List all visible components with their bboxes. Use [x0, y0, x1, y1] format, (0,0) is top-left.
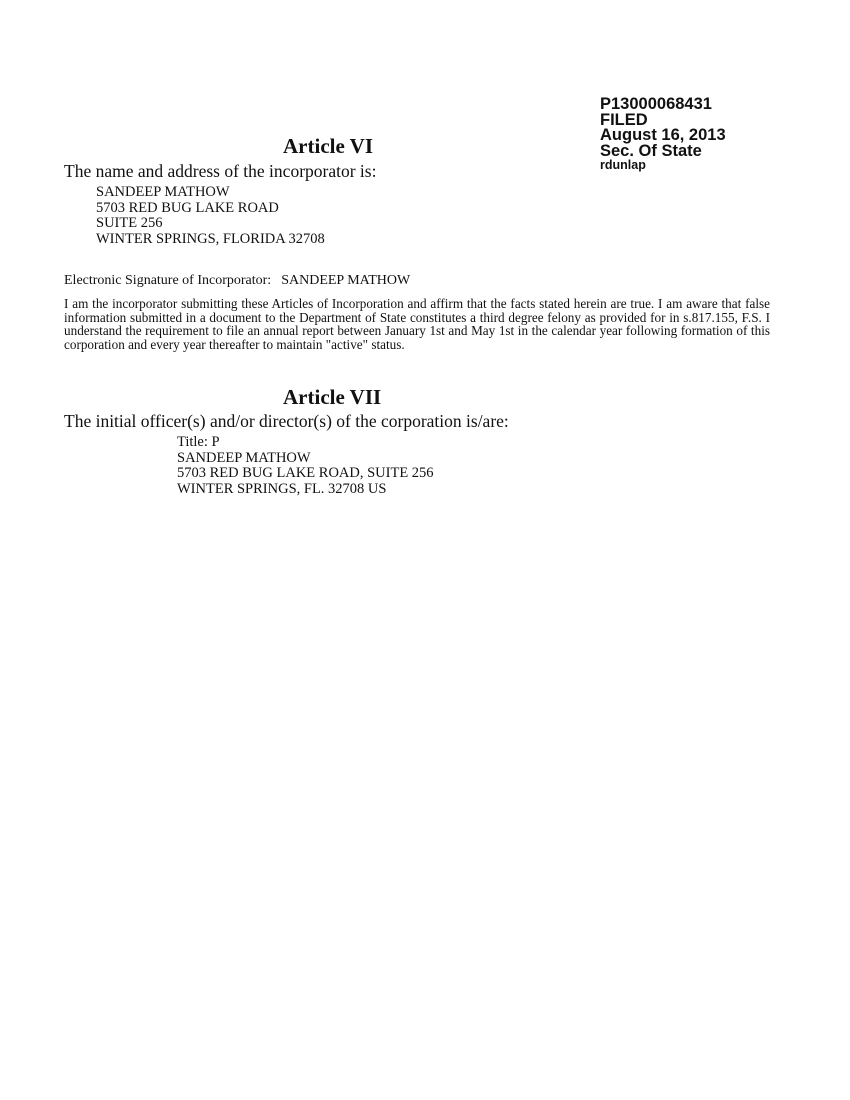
incorporator-city-state-zip: WINTER SPRINGS, FLORIDA 32708: [96, 230, 325, 247]
officer-title: Title: P: [177, 434, 220, 450]
incorporator-suite: SUITE 256: [96, 215, 163, 231]
article-vi-heading: Article VI: [283, 134, 373, 158]
electronic-signature-line: [64, 273, 410, 288]
signature-name: SANDEEP MATHOW: [281, 273, 411, 288]
filing-office: Sec. Of State: [600, 141, 702, 160]
officer-name: SANDEEP MATHOW: [177, 449, 311, 466]
article-vi-intro: The name and address of the incorporator is:: [64, 161, 377, 181]
article-vii-intro: The initial officer(s) and/or director(s) of the corporation is/are:: [64, 411, 509, 431]
document-number: P13000068431: [600, 95, 712, 113]
incorporator-name: SANDEEP MATHOW: [96, 184, 230, 200]
incorporator-street: 5703 RED BUG LAKE ROAD: [96, 199, 279, 216]
filing-date: August 16, 2013: [600, 126, 726, 144]
officer-city-state-zip: WINTER SPRINGS, FL. 32708 US: [177, 480, 387, 497]
officer-street: 5703 RED BUG LAKE ROAD, SUITE 256: [177, 465, 434, 481]
affirmation-paragraph: I am the incorporator submitting these Articles of Incorporation and affirm that the facts stated herein are true. I am aware that false information submitted in a document to the Department of State constitutes a third degree felony as provided for in s.817.155, F.S. I understand the requirement to file an annual report between January 1st and May 1st in the calendar year following formation of this corporation and every year thereafter to maintain "active" status.: [64, 296, 770, 353]
filing-stamp: [600, 97, 726, 172]
signature-label: Electronic Signature of Incorporator:: [64, 273, 272, 288]
officer-block: [177, 435, 434, 497]
filing-status: FILED: [600, 110, 648, 129]
incorporator-address: [96, 185, 325, 247]
filing-clerk: rdunlap: [600, 158, 646, 172]
article-vii-heading: Article VII: [283, 385, 382, 409]
